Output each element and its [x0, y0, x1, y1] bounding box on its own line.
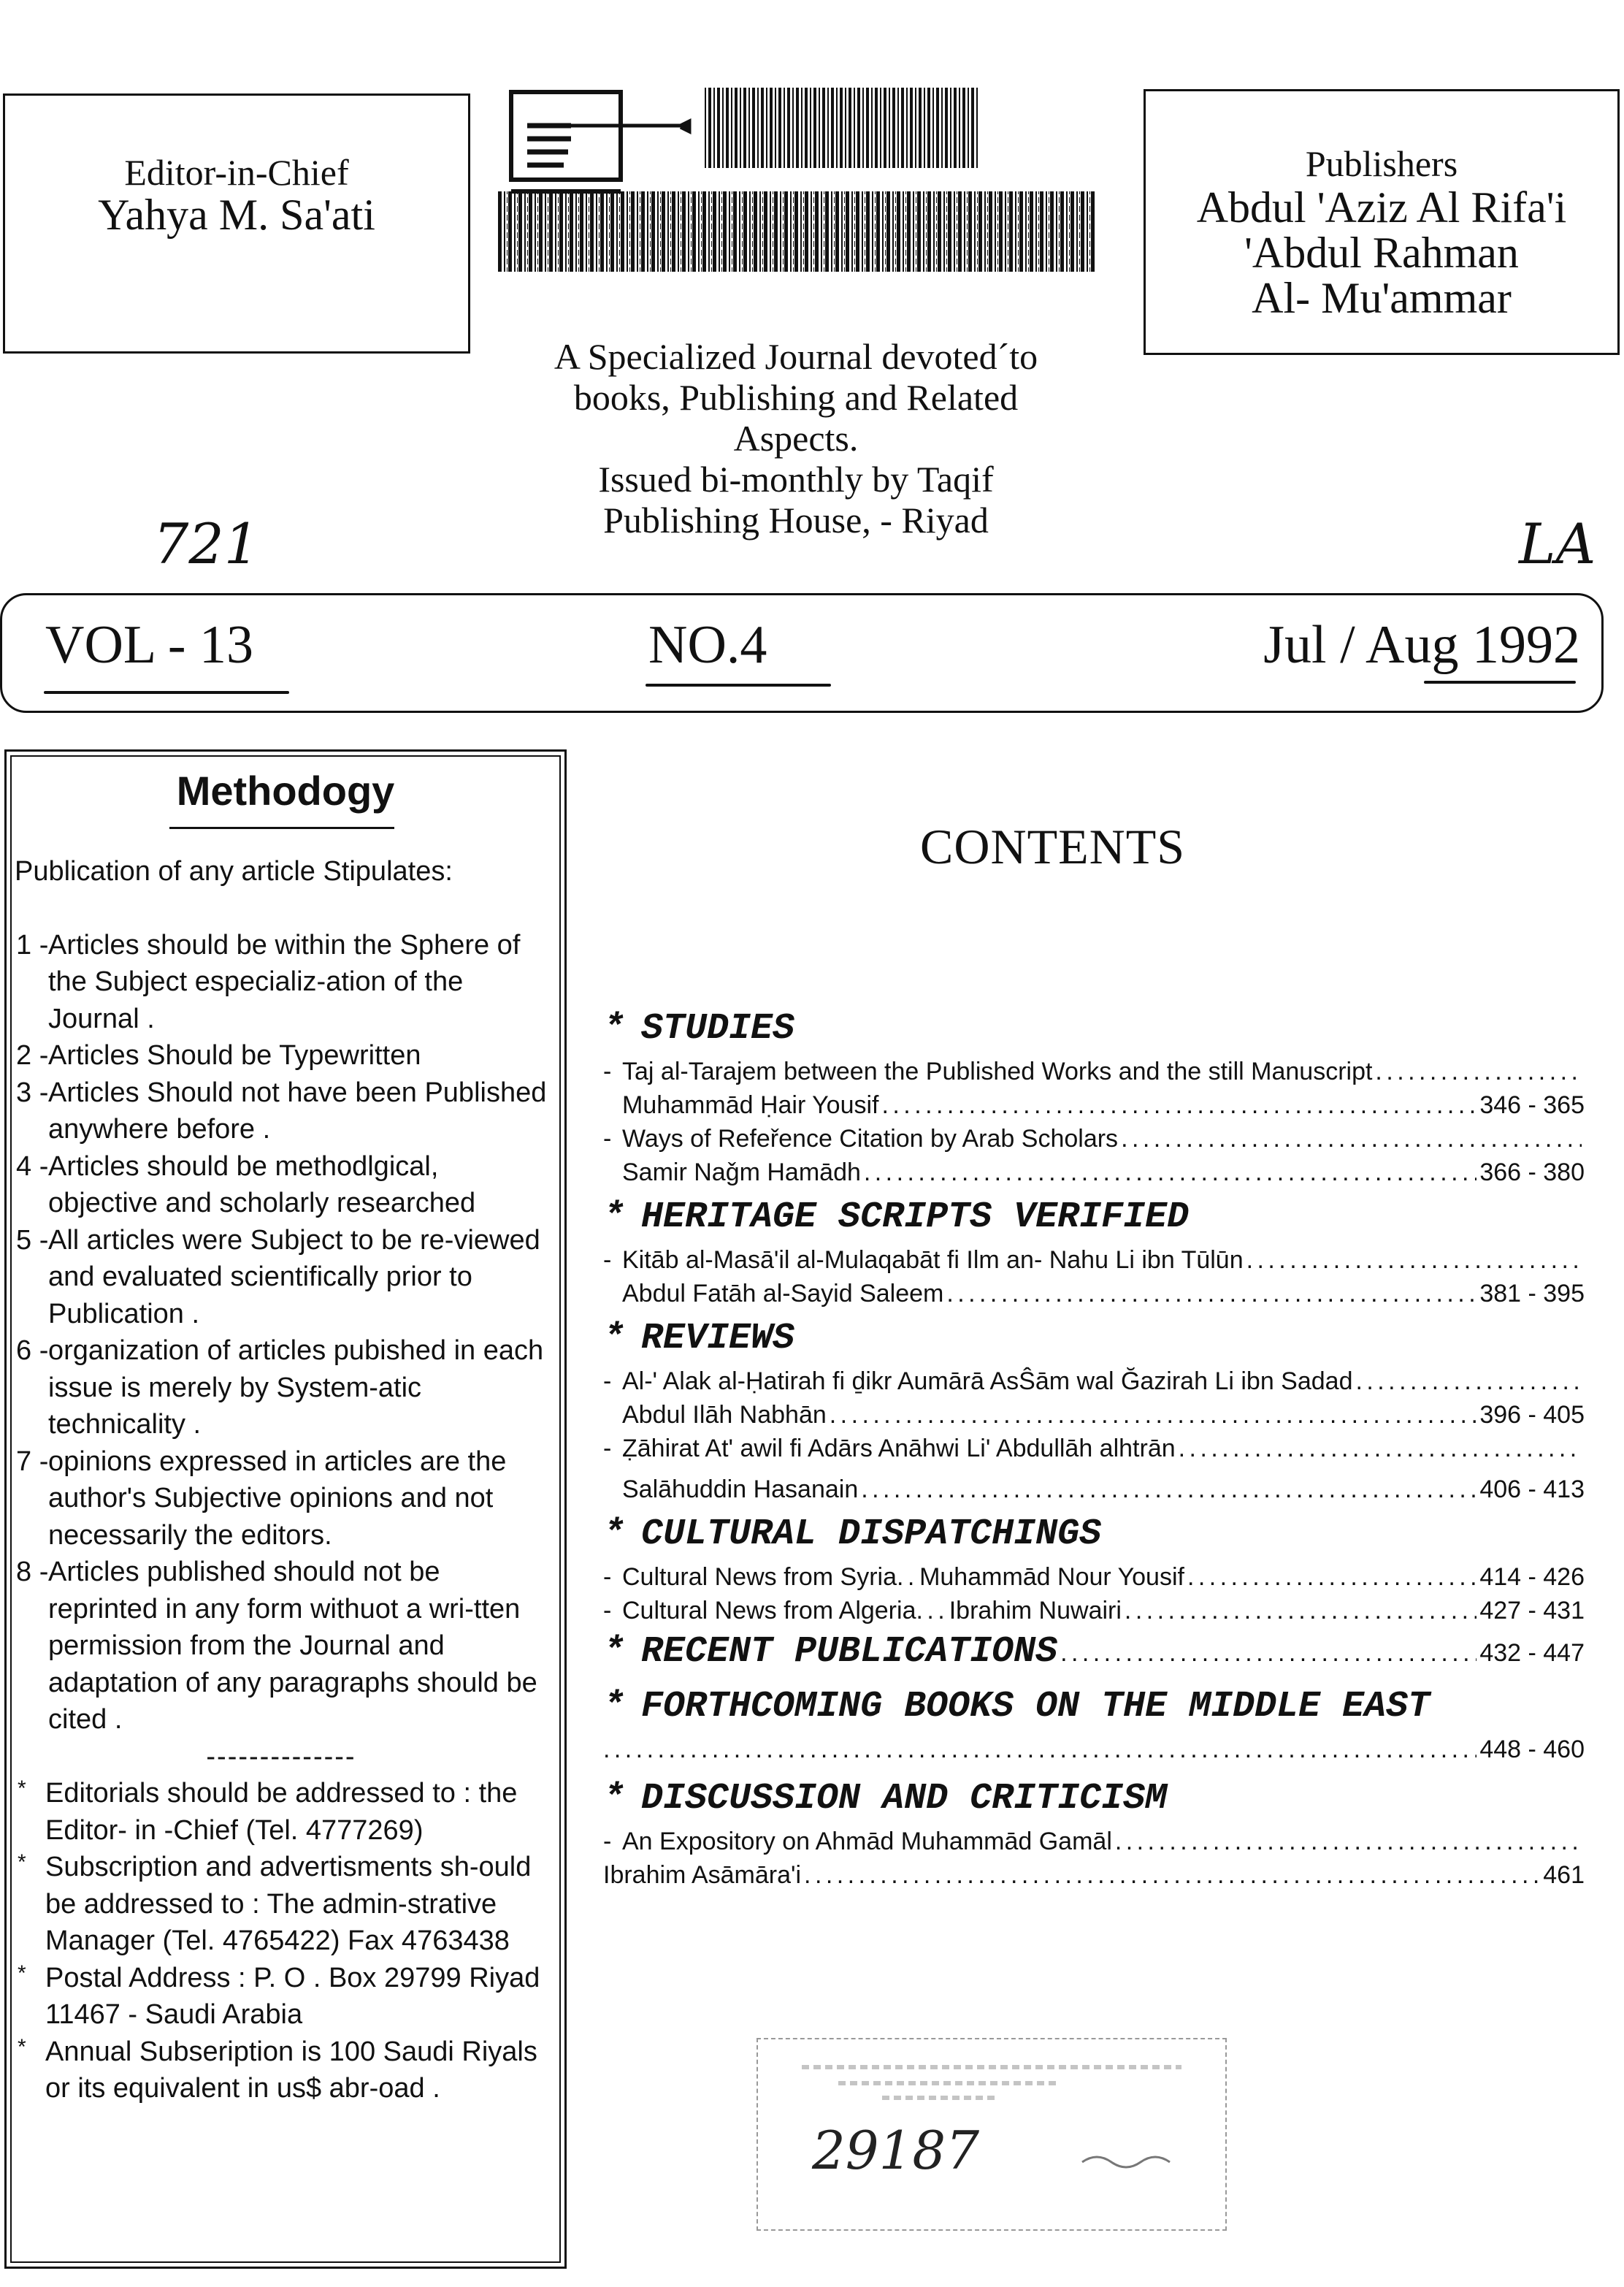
- toc-section-recent: * RECENT PUBLICATIONS . . . 432 - 447: [603, 1627, 1585, 1679]
- publisher-line-2: 'Abdul Rahman: [1244, 229, 1519, 277]
- toc-entry-author: Samir Naǧm Hamādh . . . 366 - 380: [603, 1156, 1585, 1189]
- volume-underline: [44, 691, 289, 694]
- methodology-rule: 4 - Articles should be methodlgical, objective and scholarly researched: [16, 1150, 476, 1218]
- toc-entry: - Al-' Alak al-Ḥatirah fi ḏikr Aumārā AsŜām wal Ğazirah Li ibn Sadad . . .: [603, 1364, 1585, 1398]
- journal-tagline: [482, 336, 1110, 541]
- year-underline: [1424, 681, 1576, 684]
- tagline-line: Aspects.: [733, 418, 859, 459]
- tagline-line: A Specialized Journal devoted´to: [554, 336, 1038, 377]
- publishers-box: [1144, 89, 1620, 355]
- methodology-note: * Postal Address : P. O . Box 29799 Riyad 11467 - Saudi Arabia: [18, 1960, 540, 2030]
- issue-number-underline: [646, 684, 831, 687]
- methodology-note: * Editorials should be addressed to : the Editor- in -Chief (Tel. 4777269): [18, 1776, 518, 1846]
- stamp-signature: [1079, 2149, 1174, 2171]
- methodology-note: * Subscription and advertisments sh-ould be addressed to : The admin-strative Manager (Tel. 4765422) Fax 4763438: [18, 1850, 532, 1956]
- toc-entry: - Kitāb al-Masā'il al-Mulaqabāt fi Ilm an- Nahu Li ibn Tūlūn . . .: [603, 1243, 1585, 1277]
- pointing-hand-icon: [511, 92, 689, 191]
- stamp-faint-text: [773, 2050, 1211, 2115]
- methodology-rule: 2 - Articles Should be Typewritten: [16, 1040, 421, 1071]
- methodology-title-underline: [169, 827, 394, 829]
- handwritten-note-right: LA: [1519, 511, 1596, 576]
- toc-entry: - Ẓāhirat At' awil fi Adārs Anāhwi Li' Abdullāh alhtrān . . .: [603, 1432, 1585, 1465]
- contents-title: CONTENTS: [920, 819, 1186, 874]
- methodology-title: Methodogy: [176, 768, 395, 814]
- toc-section-cultural: * CULTURAL DISPATCHINGS: [603, 1513, 1102, 1555]
- toc-entry: - Cultural News from Algeria . . . Ibrahim Nuwairi . . . 427 - 431: [603, 1594, 1585, 1627]
- methodology-rule: 6 - organization of articles pubished in each issue is merely by System-atic technicality .: [16, 1335, 544, 1440]
- table-of-contents: [603, 1001, 1585, 1892]
- toc-entry-author: Ibrahim Asāmāra'i . . . 461: [603, 1858, 1585, 1892]
- publisher-line-3: Al- Mu'ammar: [1252, 274, 1512, 322]
- toc-entry: . . . 448 - 460: [603, 1733, 1585, 1766]
- methodology-rule: 1 - Articles should be within the Sphere of the Subject especializ-ation of the Journal .: [16, 929, 521, 1034]
- tagline-line: Issued bi-monthly by Taqif: [598, 459, 994, 500]
- publishers-role: Publishers: [1305, 143, 1458, 184]
- methodology-rule: 3 - Articles Should not have been Published anywhere before .: [16, 1077, 547, 1145]
- toc-section-heritage: * HERITAGE SCRIPTS VERIFIED: [603, 1196, 1190, 1238]
- toc-entry-author: Abdul Fatāh al-Sayid Saleem . . . 381 - 395: [603, 1277, 1585, 1310]
- publisher-line-1: Abdul 'Aziz Al Rifa'i: [1196, 183, 1567, 232]
- toc-section-reviews: * REVIEWS: [603, 1318, 795, 1359]
- toc-entry: - Ways of Refeřence Citation by Arab Scholars . . .: [603, 1122, 1585, 1156]
- toc-entry: - Cultural News from Syria . . . Muhammād Nour Yousif . . . 414 - 426: [603, 1560, 1585, 1594]
- journal-masthead-logo: [498, 82, 1104, 272]
- issue-number: NO.4: [648, 615, 767, 675]
- toc-entry-author: Abdul Ilāh Nabhān . . . 396 - 405: [603, 1398, 1585, 1432]
- toc-section-discussion: * DISCUSSION AND CRITICISM: [603, 1778, 1168, 1820]
- handwritten-note-left: 721: [153, 511, 260, 576]
- toc-section-studies: * STUDIES: [603, 1008, 795, 1050]
- tagline-line: books, Publishing and Related: [573, 377, 1019, 418]
- toc-entry-author: Salāhuddin Hasanain . . . 406 - 413: [603, 1473, 1585, 1506]
- methodology-note: * Annual Subseription is 100 Saudi Riyals or its equivalent in us$ abr-oad .: [18, 2034, 537, 2104]
- toc-entry-author: Muhammād Ḥair Yousif . . . 346 - 365: [603, 1088, 1585, 1122]
- tagline-line: Publishing House, - Riyad: [603, 500, 989, 541]
- issue-date: Jul / Aug 1992: [1263, 615, 1580, 675]
- volume-label: VOL - 13: [45, 615, 253, 675]
- methodology-body: [15, 853, 548, 2107]
- methodology-intro: Publication of any article Stipulates:: [15, 856, 453, 887]
- methodology-rule: 5 - All articles were Subject to be re-viewed and evaluated scientifically prior to Publication .: [16, 1224, 540, 1329]
- methodology-rule: 8 - Articles published should not be reprinted in any form withuot a wri-tten permission from the Journal and adaptation of any paragraphs should be cited .: [16, 1557, 537, 1735]
- editor-role: Editor-in-Chief: [124, 152, 349, 193]
- library-stamp: [757, 2038, 1227, 2231]
- editor-box: [3, 93, 470, 354]
- accession-number: 29187: [812, 2120, 980, 2181]
- toc-entry: - An Expository on Ahmād Muhammād Gamāl . . .: [603, 1825, 1585, 1858]
- toc-section-forthcoming: * FORTHCOMING BOOKS ON THE MIDDLE EAST: [603, 1686, 1430, 1727]
- methodology-rule: 7 - opinions expressed in articles are the author's Subjective opinions and not necessarily the editors.: [16, 1446, 507, 1551]
- methodology-separator: --------------: [206, 1741, 356, 1772]
- toc-entry: - Taj al-Tarajem between the Published Works and the still Manuscript . . .: [603, 1055, 1585, 1088]
- editor-name: Yahya M. Sa'ati: [98, 191, 375, 239]
